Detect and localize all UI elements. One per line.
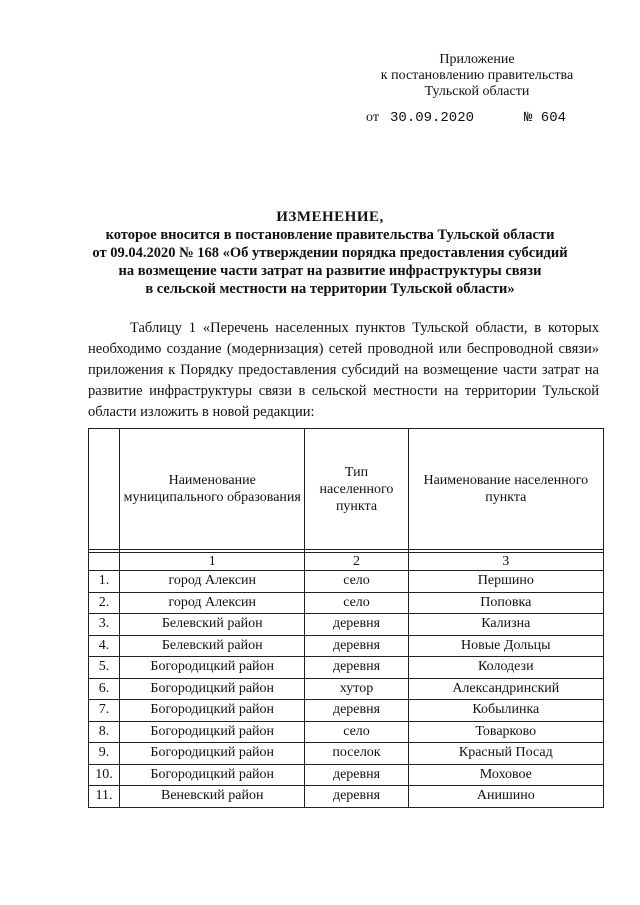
settlements-table (88, 428, 604, 808)
settlement-name-cell: Кализна (408, 614, 603, 636)
title-line-2: которое вносится в постановление правительства Тульской области (105, 227, 555, 243)
row-index-cell: 7. (89, 700, 120, 722)
header-cell-municipality: Наименование муниципального образования (120, 429, 305, 550)
paragraph-text: Таблицу 1 «Перечень населенных пунктов Тульской области, в которых необходимо создание (модернизация) сетей проводной или беспроводной связи» приложения к Порядку предоставления субсидий на возмещение части затрат на развитие инфраструктуры связи в сельской местности на территории Тульской области изложить в новой редакции: (88, 320, 599, 420)
settlement-name-cell: Колодези (408, 657, 603, 679)
municipality-cell: Белевский район (120, 614, 305, 636)
table-row (89, 786, 604, 808)
settlement-name-cell: Товарково (408, 721, 603, 743)
table-row (89, 592, 604, 614)
table-header-row (89, 429, 604, 550)
annex-header (362, 52, 592, 100)
table-row (89, 764, 604, 786)
settlement-type-cell: деревня (305, 764, 408, 786)
settlement-type-cell: поселок (305, 743, 408, 765)
table-row (89, 700, 604, 722)
row-index-cell: 4. (89, 635, 120, 657)
municipality-cell: Богородицкий район (120, 721, 305, 743)
title-line-5: в сельской местности на территории Тульской области» (145, 281, 515, 297)
column-number-cell (89, 553, 120, 571)
table-row (89, 614, 604, 636)
header-cell-settlement-type: Тип населенного пункта (305, 429, 408, 550)
municipality-cell: Богородицкий район (120, 678, 305, 700)
row-index-cell: 2. (89, 592, 120, 614)
column-number-cell: 3 (408, 553, 603, 571)
title-line-4: на возмещение части затрат на развитие инфраструктуры связи (118, 263, 542, 279)
body-paragraph (88, 318, 599, 423)
order-number: № 604 (524, 110, 567, 126)
order-prefix: от (366, 110, 379, 125)
settlement-type-cell: деревня (305, 700, 408, 722)
settlement-name-cell: Моховое (408, 764, 603, 786)
settlement-type-cell: деревня (305, 614, 408, 636)
column-number-cell: 1 (120, 553, 305, 571)
column-number-row (89, 553, 604, 571)
municipality-cell: Богородицкий район (120, 743, 305, 765)
settlement-type-cell: село (305, 721, 408, 743)
municipality-cell: Богородицкий район (120, 657, 305, 679)
annex-line-2: к постановлению правительства (380, 68, 574, 83)
row-index-cell: 5. (89, 657, 120, 679)
settlement-name-cell: Красный Посад (408, 743, 603, 765)
row-index-cell: 10. (89, 764, 120, 786)
table-row (89, 743, 604, 765)
municipality-cell: город Алексин (120, 571, 305, 593)
row-index-cell: 8. (89, 721, 120, 743)
settlement-name-cell: Першино (408, 571, 603, 593)
table-row (89, 678, 604, 700)
document-title (70, 208, 590, 298)
header-cell-index (89, 429, 120, 550)
municipality-cell: Белевский район (120, 635, 305, 657)
settlement-type-cell: деревня (305, 786, 408, 808)
table-row (89, 657, 604, 679)
title-line-1: ИЗМЕНЕНИЕ, (276, 209, 384, 225)
municipality-cell: Веневский район (120, 786, 305, 808)
annex-line-1: Приложение (439, 52, 515, 67)
row-index-cell: 3. (89, 614, 120, 636)
annex-line-3: Тульской области (424, 84, 530, 99)
row-index-cell: 1. (89, 571, 120, 593)
table-row (89, 721, 604, 743)
municipality-cell: город Алексин (120, 592, 305, 614)
settlement-name-cell: Александринский (408, 678, 603, 700)
settlement-type-cell: село (305, 592, 408, 614)
column-number-cell: 2 (305, 553, 408, 571)
municipality-cell: Богородицкий район (120, 764, 305, 786)
settlement-type-cell: деревня (305, 635, 408, 657)
settlement-name-cell: Новые Дольцы (408, 635, 603, 657)
settlement-type-cell: село (305, 571, 408, 593)
table-row (89, 571, 604, 593)
order-date: 30.09.2020 (390, 110, 475, 126)
row-index-cell: 6. (89, 678, 120, 700)
row-index-cell: 9. (89, 743, 120, 765)
row-index-cell: 11. (89, 786, 120, 808)
title-line-3: от 09.04.2020 № 168 «Об утверждении порядка предоставления субсидий (92, 245, 568, 261)
settlement-type-cell: хутор (305, 678, 408, 700)
settlement-name-cell: Анишино (408, 786, 603, 808)
settlement-type-cell: деревня (305, 657, 408, 679)
settlement-name-cell: Кобылинка (408, 700, 603, 722)
header-cell-settlement-name: Наименование населенного пункта (408, 429, 603, 550)
table-row (89, 635, 604, 657)
settlement-name-cell: Поповка (408, 592, 603, 614)
municipality-cell: Богородицкий район (120, 700, 305, 722)
